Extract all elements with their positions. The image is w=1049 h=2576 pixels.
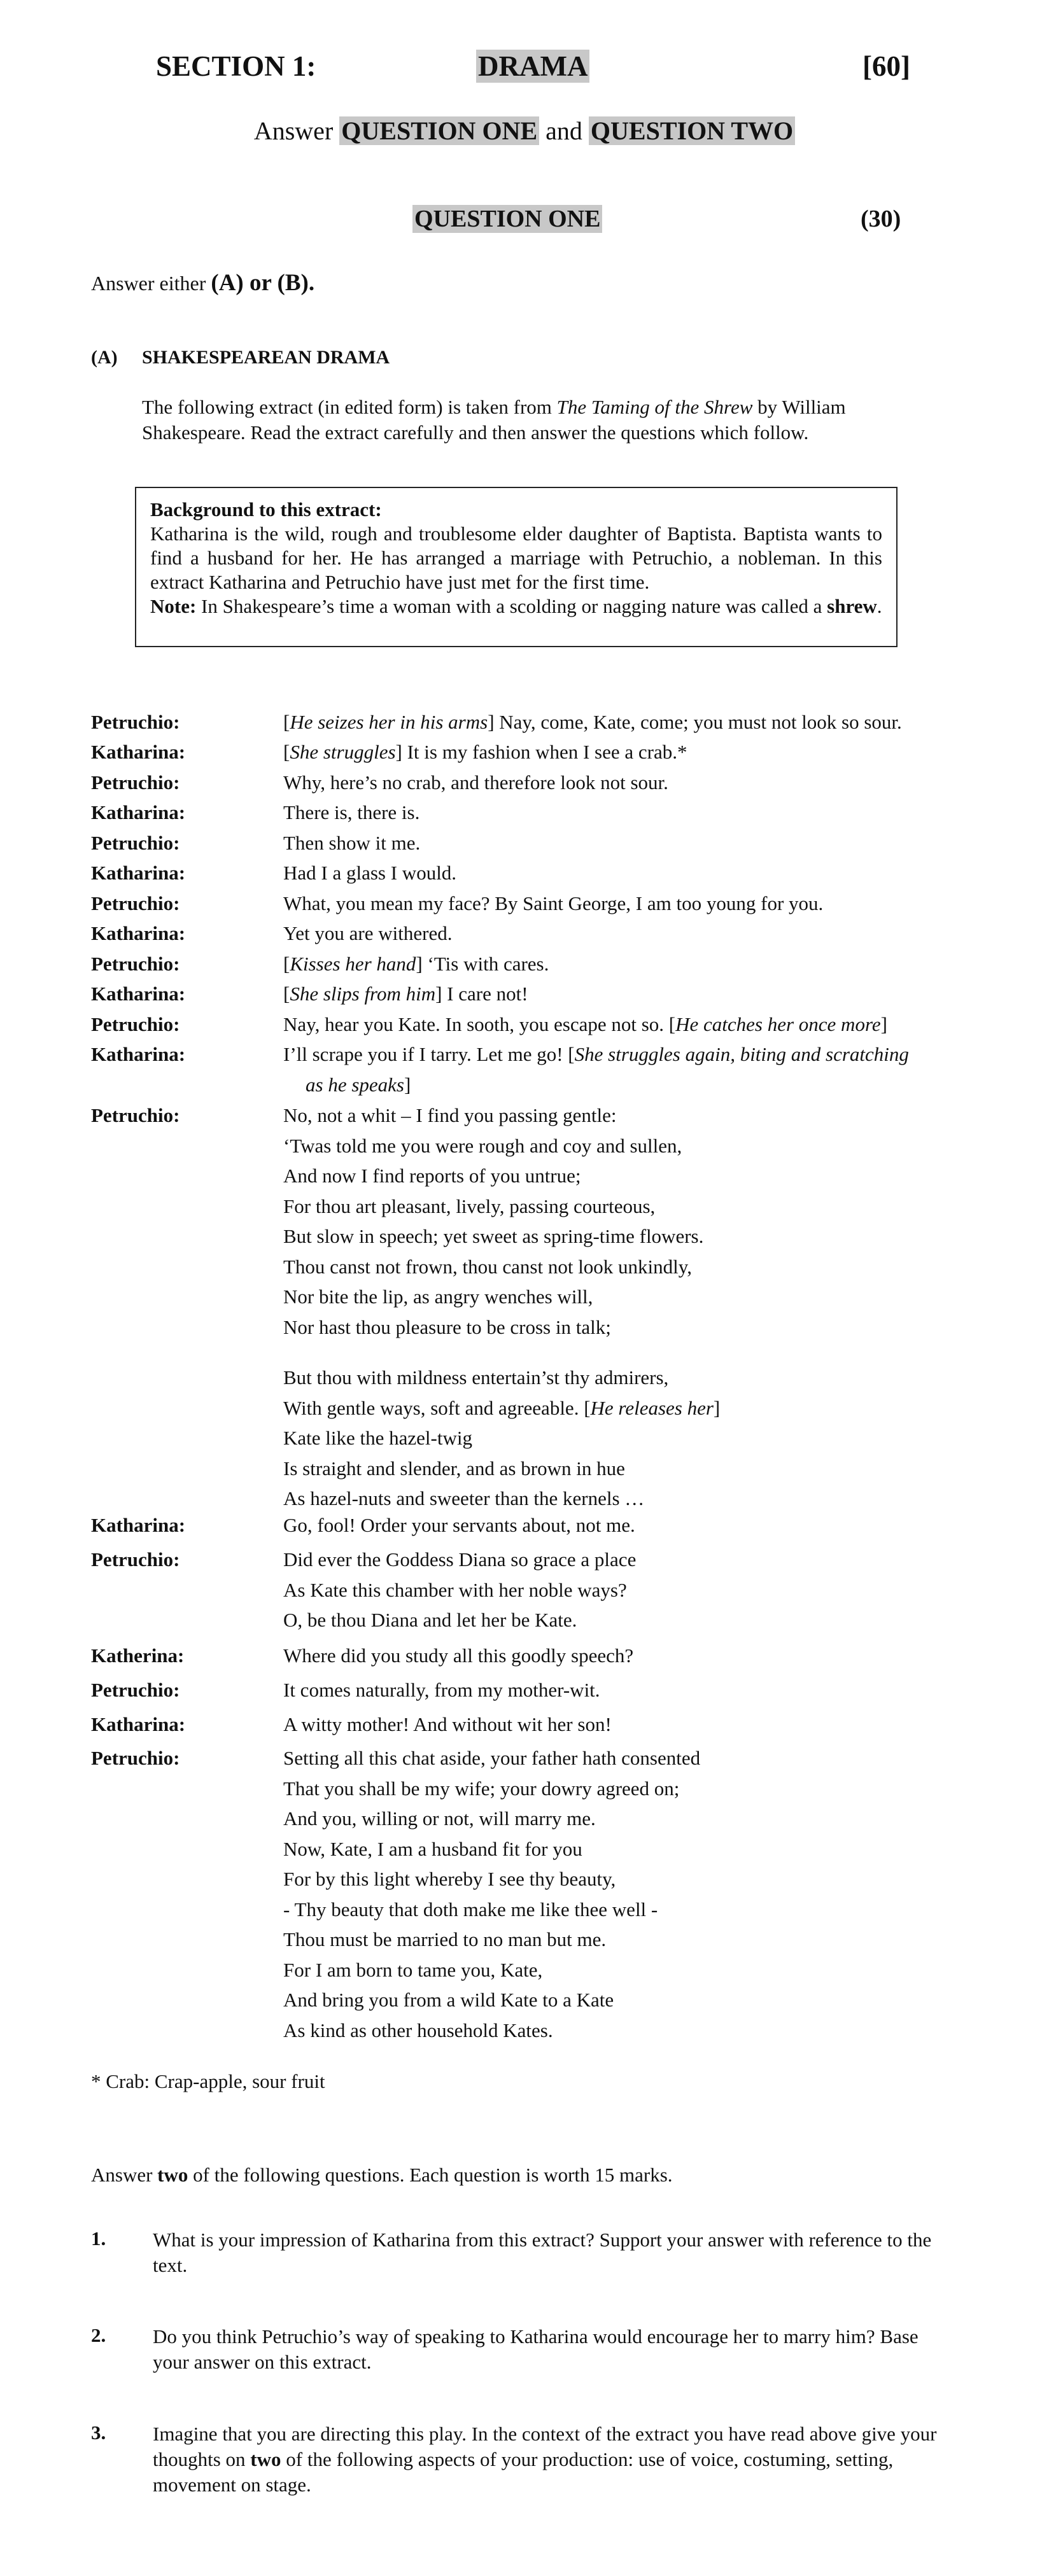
dialogue-line bbox=[283, 741, 687, 764]
dialogue-line bbox=[283, 1195, 655, 1218]
questions-instruction bbox=[91, 2164, 673, 2187]
dialogue-line bbox=[283, 892, 823, 915]
line-text: Nor hast thou pleasure to be cross in talk; bbox=[283, 1316, 611, 1338]
intro-part-2: by William Shakespeare. Read the extract carefully and then answer the questions which follow. bbox=[142, 396, 846, 444]
speaker-name: Petruchio: bbox=[91, 771, 180, 794]
dialogue-line bbox=[283, 862, 456, 885]
answer-either-options: (A) or (B). bbox=[211, 270, 315, 296]
question-text-part: Do you think Petruchio’s way of speaking to Katharina would encourage her to marry him? Base your answer on this extract. bbox=[153, 2325, 919, 2373]
speaker-name: Petruchio: bbox=[91, 953, 180, 975]
dialogue-line bbox=[306, 1074, 411, 1096]
dialogue-line bbox=[283, 1514, 635, 1537]
instruction-prefix: Answer bbox=[253, 116, 334, 145]
stage-direction: She struggles again, biting and scratching bbox=[574, 1043, 909, 1065]
question-one-title: QUESTION ONE bbox=[412, 205, 602, 233]
footnote: * Crab: Crap-apple, sour fruit bbox=[91, 2070, 325, 2092]
line-text: [ bbox=[283, 741, 290, 763]
speaker-name: Katharina: bbox=[91, 922, 186, 944]
section-header bbox=[0, 50, 1049, 88]
speaker-name: Katharina: bbox=[91, 1713, 186, 1735]
stage-direction: as he speaks bbox=[306, 1074, 404, 1096]
line-text: ] I care not! bbox=[435, 983, 528, 1005]
dialogue-line bbox=[283, 711, 902, 734]
line-text: ] bbox=[880, 1013, 887, 1035]
speaker-name: Petruchio: bbox=[91, 1679, 180, 1701]
answer-either-prefix: Answer either bbox=[91, 272, 206, 295]
question-one-header bbox=[0, 205, 1049, 240]
line-text: [ bbox=[283, 983, 290, 1005]
dialogue-line bbox=[283, 1013, 887, 1036]
speaker-name: Katharina: bbox=[91, 983, 186, 1005]
dialogue-line bbox=[283, 801, 419, 824]
questions-intro-count: two bbox=[157, 2164, 188, 2186]
line-text: As kind as other household Kates. bbox=[283, 2019, 553, 2041]
dialogue-line bbox=[283, 1104, 617, 1127]
section-marks: [60] bbox=[862, 50, 910, 82]
dialogue-line bbox=[283, 1807, 596, 1830]
dialogue-line bbox=[283, 1427, 472, 1450]
instruction-question-one: QUESTION ONE bbox=[339, 116, 539, 145]
speaker-name: Petruchio: bbox=[91, 711, 180, 733]
speaker-name: Petruchio: bbox=[91, 1013, 180, 1035]
questions-intro-prefix: Answer bbox=[91, 2164, 153, 2186]
instruction-middle: and bbox=[546, 116, 582, 145]
line-text: ] Nay, come, Kate, come; you must not look so sour. bbox=[488, 711, 902, 733]
background-box bbox=[135, 487, 898, 647]
line-text: [ bbox=[283, 953, 290, 975]
question-text-part: What is your impression of Katharina from this extract? Support your answer with reference to the text. bbox=[153, 2229, 932, 2276]
dialogue-line bbox=[283, 1644, 633, 1667]
line-text: I’ll scrape you if I tarry. Let me go! [ bbox=[283, 1043, 575, 1065]
stage-direction: He releases her bbox=[590, 1397, 714, 1419]
background-note-text: In Shakespeare’s time a woman with a scolding or nagging nature was called a bbox=[201, 595, 822, 617]
section-title: DRAMA bbox=[476, 50, 589, 83]
background-note-label: Note: bbox=[150, 595, 197, 617]
speaker-name: Petruchio: bbox=[91, 832, 180, 854]
speaker-name: Petruchio: bbox=[91, 1104, 180, 1126]
line-text: Thou must be married to no man but me. bbox=[283, 1928, 607, 1950]
line-text: But slow in speech; yet sweet as spring-time flowers. bbox=[283, 1225, 704, 1247]
line-text: Kate like the hazel-twig bbox=[283, 1427, 472, 1449]
line-text: ] ‘Tis with cares. bbox=[416, 953, 549, 975]
line-text: ] bbox=[404, 1074, 411, 1096]
speaker-name: Katharina: bbox=[91, 1514, 186, 1536]
dialogue-line bbox=[283, 1777, 679, 1800]
line-text: ] It is my fashion when I see a crab.* bbox=[395, 741, 687, 763]
extract-intro bbox=[142, 395, 925, 445]
background-text: Katharina is the wild, rough and troublesome elder daughter of Baptista. Baptista wants to find a husband for her. He has arranged a marriage with Petruchio, a nobleman. In this extract Katharina and Petruchio have just met for the first time. bbox=[150, 522, 882, 593]
dialogue-line bbox=[283, 1959, 542, 1982]
questions-intro-suffix: of the following questions. Each question is worth 15 marks. bbox=[193, 2164, 673, 2186]
speaker-name: Katherina: bbox=[91, 1644, 185, 1667]
line-text: What, you mean my face? By Saint George, I am too young for you. bbox=[283, 892, 824, 914]
line-text: For thou art pleasant, lively, passing courteous, bbox=[283, 1195, 656, 1217]
dialogue-line bbox=[283, 1397, 720, 1420]
question-text-part: Imagine that you are directing this play. In the context of the extract you have read above give your thoughts on bbox=[153, 2423, 937, 2470]
section-label: SECTION 1: bbox=[156, 50, 316, 82]
stage-direction: He seizes her in his arms bbox=[290, 711, 488, 733]
line-text: ] bbox=[713, 1397, 721, 1419]
dialogue-line bbox=[283, 2019, 553, 2042]
dialogue-line bbox=[283, 1579, 627, 1602]
dialogue-line bbox=[283, 1898, 658, 1921]
dialogue-line bbox=[283, 1457, 625, 1480]
question-text bbox=[153, 2227, 955, 2278]
line-text: Did ever the Goddess Diana so grace a place bbox=[283, 1548, 637, 1571]
line-text: Where did you study all this goodly speech? bbox=[283, 1644, 634, 1667]
line-text: Now, Kate, I am a husband fit for you bbox=[283, 1838, 582, 1860]
line-text: It comes naturally, from my mother-wit. bbox=[283, 1679, 600, 1701]
line-text: No, not a whit – I find you passing gentle: bbox=[283, 1104, 617, 1126]
dialogue-line bbox=[283, 1747, 700, 1770]
line-text: Nor bite the lip, as angry wenches will, bbox=[283, 1285, 593, 1308]
speaker-name: Petruchio: bbox=[91, 892, 180, 914]
line-text: O, be thou Diana and let her be Kate. bbox=[283, 1609, 577, 1631]
dialogue-line bbox=[283, 1548, 636, 1571]
line-text: For I am born to tame you, Kate, bbox=[283, 1959, 543, 1981]
section-a-heading bbox=[91, 347, 390, 368]
dialogue-line bbox=[283, 1679, 600, 1702]
line-text: [ bbox=[283, 711, 290, 733]
line-text: A witty mother! And without wit her son! bbox=[283, 1713, 612, 1735]
dialogue-line bbox=[283, 1713, 612, 1736]
dialogue-line bbox=[283, 1989, 614, 2012]
dialogue-line bbox=[283, 1285, 593, 1308]
background-heading: Background to this extract: bbox=[150, 498, 382, 521]
dialogue-line bbox=[283, 1609, 577, 1632]
line-text: Nay, hear you Kate. In sooth, you escape not so. [ bbox=[283, 1013, 676, 1035]
dialogue-line bbox=[283, 1043, 909, 1066]
dialogue-line bbox=[283, 1135, 682, 1158]
stage-direction: He catches her once more bbox=[675, 1013, 881, 1035]
question-number: 3. bbox=[91, 2421, 106, 2444]
dialogue-line bbox=[283, 1928, 606, 1951]
dialogue-line bbox=[283, 771, 668, 794]
question-text bbox=[153, 2324, 955, 2375]
question-number: 1. bbox=[91, 2227, 106, 2250]
intro-part-1: The following extract (in edited form) is taken from bbox=[142, 396, 552, 418]
line-text: As Kate this chamber with her noble ways? bbox=[283, 1579, 627, 1601]
line-text: Had I a glass I would. bbox=[283, 862, 457, 884]
line-text: That you shall be my wife; your dowry agreed on; bbox=[283, 1777, 680, 1800]
dialogue-line bbox=[283, 1487, 644, 1510]
stage-direction: Kisses her hand bbox=[290, 953, 416, 975]
dialogue-line bbox=[283, 1256, 692, 1278]
speaker-name: Petruchio: bbox=[91, 1747, 180, 1769]
stage-direction: She slips from him bbox=[290, 983, 436, 1005]
dialogue-line bbox=[283, 1868, 616, 1891]
background-note bbox=[150, 594, 882, 619]
background-note-term: shrew bbox=[827, 595, 877, 617]
dialogue-line bbox=[283, 1165, 581, 1187]
speaker-name: Petruchio: bbox=[91, 1548, 180, 1571]
intro-work-title: The Taming of the Shrew bbox=[556, 396, 753, 418]
question-one-marks: (30) bbox=[861, 206, 901, 232]
line-text: There is, there is. bbox=[283, 801, 420, 823]
speaker-name: Katharina: bbox=[91, 862, 186, 884]
answer-either-instruction bbox=[91, 269, 314, 297]
question-number: 2. bbox=[91, 2324, 106, 2346]
dialogue-line bbox=[283, 922, 452, 945]
section-a-letter: (A) bbox=[91, 347, 118, 368]
line-text: For by this light whereby I see thy beauty, bbox=[283, 1868, 616, 1890]
line-text: Then show it me. bbox=[283, 832, 421, 854]
line-text: Why, here’s no crab, and therefore look not sour. bbox=[283, 771, 668, 794]
line-text: But thou with mildness entertain’st thy admirers, bbox=[283, 1366, 669, 1389]
line-text: ‘Twas told me you were rough and coy and sullen, bbox=[283, 1135, 682, 1157]
question-text-part: two bbox=[250, 2448, 281, 2470]
dialogue-line bbox=[283, 1838, 582, 1861]
instruction-question-two: QUESTION TWO bbox=[589, 116, 795, 145]
line-text: Yet you are withered. bbox=[283, 922, 453, 944]
question-text bbox=[153, 2421, 955, 2498]
line-text: With gentle ways, soft and agreeable. [ bbox=[283, 1397, 591, 1419]
line-text: And now I find reports of you untrue; bbox=[283, 1165, 581, 1187]
speaker-name: Katharina: bbox=[91, 801, 186, 823]
background-note-end: . bbox=[877, 595, 882, 617]
dialogue-line bbox=[283, 953, 549, 976]
line-text: And you, willing or not, will marry me. bbox=[283, 1807, 596, 1830]
line-text: Is straight and slender, and as brown in hue bbox=[283, 1457, 625, 1480]
line-text: And bring you from a wild Kate to a Kate bbox=[283, 1989, 614, 2011]
speaker-name: Katharina: bbox=[91, 741, 186, 763]
line-text: Thou canst not frown, thou canst not look unkindly, bbox=[283, 1256, 693, 1278]
question-text-part: of the following aspects of your production: use of voice, costuming, setting, movement on stage. bbox=[153, 2448, 894, 2496]
dialogue-line bbox=[283, 1316, 611, 1339]
answer-instruction bbox=[0, 116, 1049, 146]
line-text: Go, fool! Order your servants about, not me. bbox=[283, 1514, 635, 1536]
line-text: - Thy beauty that doth make me like thee well - bbox=[283, 1898, 658, 1921]
line-text: As hazel-nuts and sweeter than the kernels … bbox=[283, 1487, 645, 1509]
dialogue-line bbox=[283, 1225, 703, 1248]
stage-direction: She struggles bbox=[290, 741, 396, 763]
dialogue-line bbox=[283, 983, 528, 1005]
speaker-name: Katharina: bbox=[91, 1043, 186, 1065]
line-text: Setting all this chat aside, your father hath consented bbox=[283, 1747, 701, 1769]
dialogue-line bbox=[283, 832, 420, 855]
dialogue-line bbox=[283, 1366, 668, 1389]
section-a-title: SHAKESPEAREAN DRAMA bbox=[142, 347, 390, 368]
dialogue-extract bbox=[0, 711, 1049, 2047]
